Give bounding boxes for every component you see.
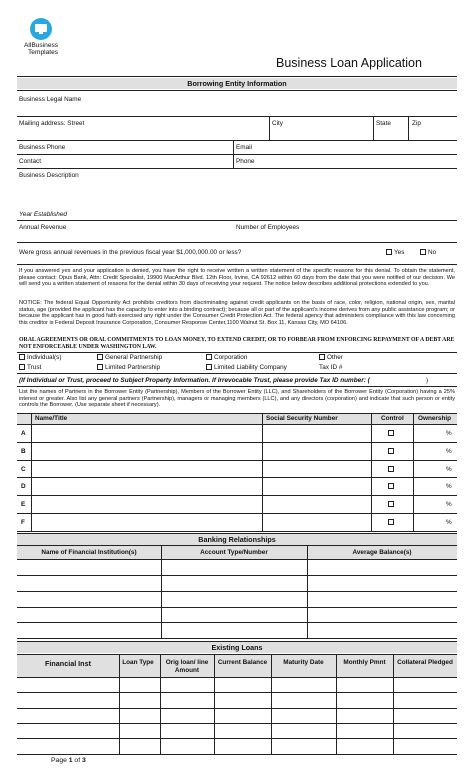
city-label: City [272, 120, 284, 127]
owner-row [17, 424, 457, 442]
banking-col-balance: Average Balance(s) [352, 549, 412, 556]
owner-row-letter: D [21, 483, 26, 491]
trust-note: (If Individual or Trust, proceed to Subject Property Information. If Irrevocable Trust, please provide Tax ID number: ( [19, 377, 370, 384]
email-label: Email [236, 144, 252, 151]
no-checkbox[interactable] [420, 249, 426, 255]
control-checkbox[interactable] [388, 430, 394, 436]
tax-id-label: Tax ID # [319, 364, 343, 371]
trust-checkbox[interactable] [19, 364, 25, 370]
loans-col-maturity-date: Maturity Date [283, 659, 324, 666]
owner-row-letter: B [21, 447, 26, 455]
banking-relationships-header: Banking Relationships [17, 534, 457, 545]
ownership-percent: % [446, 519, 452, 526]
business-legal-name-label: Business Legal Name [19, 96, 82, 103]
owners-header-control: Control [381, 415, 404, 422]
control-checkbox[interactable] [388, 519, 394, 525]
existing-loans-header: Existing Loans [17, 642, 457, 653]
individual-checkbox[interactable] [19, 354, 25, 360]
loans-col-loan-type: Loan Type [122, 659, 154, 666]
owner-row [17, 513, 457, 531]
loans-row-line [17, 677, 457, 678]
owners-header-ownership: Ownership [418, 415, 452, 422]
banking-col-account: Account Type/Number [200, 549, 268, 556]
year-established-label: Year Established [19, 211, 67, 218]
owner-row-letter: C [21, 465, 26, 473]
loans-row-line [17, 708, 457, 709]
page-title: Business Loan Application [276, 56, 422, 70]
denial-notice-paragraph: If you answered yes and your application is denied, you have the right to receive written a written statement of the specific reasons for this denial. To obtain the statement, please contact: Opus Bank, Attn: Credit Specialist, 19900 MacArthur Blvd. 12th Floor, Irvine, CA 92612 within 60 days from the date that you were notified of our decision. We will send you a written statement of reasons for the denial within 30 days of receiving your request. The notice below describes additional protections extended to you. [19, 268, 455, 288]
entity-general-partnership[interactable]: General Partnership [97, 354, 162, 362]
owner-row-letter: E [21, 501, 26, 509]
ownership-percent: % [446, 501, 452, 509]
owners-header-name: Name/Title [35, 415, 68, 422]
yes-option[interactable]: Yes [386, 249, 404, 257]
revenue-question: Were gross annual revenues in the previous fiscal year $1,000,000.00 or less? [19, 249, 242, 256]
owner-row-letter: F [21, 519, 25, 526]
banking-row-line [17, 559, 457, 560]
banking-col-institution: Name of Financial Institution(s) [41, 549, 137, 556]
ownership-percent: % [446, 447, 452, 455]
ownership-percent: % [446, 483, 452, 491]
contact-label: Contact [19, 158, 42, 165]
loans-row-line [17, 692, 457, 693]
ownership-percent: % [446, 465, 452, 473]
entity-corporation[interactable]: Corporation [206, 354, 247, 362]
general-partnership-checkbox[interactable] [97, 354, 103, 360]
loans-col-current-balance: Current Balance [217, 659, 268, 666]
entity-trust[interactable]: Trust [19, 364, 41, 372]
banking-row-line [17, 591, 457, 592]
logo-text-line2: Templates [28, 49, 59, 56]
oral-agreements-notice: ORAL AGREEMENTS OR ORAL COMMITMENTS TO LOAN MONEY, TO EXTEND CREDIT, OR TO FORBEAR FROM ENFORCING REPAYMENT OF A DEBT ARE NOT ENFORCEABLE UNDER WASHINGTON LAW. [19, 337, 455, 350]
owner-row-letter: A [21, 430, 26, 437]
loans-col-financial-inst: Financial Inst [45, 659, 91, 668]
number-employees-label: Number of Employees [236, 224, 300, 231]
loans-row-line [17, 738, 457, 739]
owner-row [17, 460, 457, 478]
owner-row [17, 495, 457, 513]
ecoa-notice-paragraph: NOTICE: The federal Equal Opportunity Act prohibits creditors from discriminating against credit applicants on the basis of race, color, religion, national origin, sex, marital status, age (provided the applicant has the capacity to enter into a binding contract); because all or part of the applicant's income derives from any public assistance program; or because the applicant has in good faith exercised any right under the Consumer Credit Protection Act. The federal agency that administers compliance with this law concerning this creditor is Federal Deposit Insurance Corporation, Consumer Response Center,1100 Walnut St. Box 11, Kansas City, MO 64106. [19, 300, 455, 327]
banking-row-line [17, 607, 457, 608]
owners-instructions-paragraph: List the names of Partners in the Borrower Entity (Partnership), Members of the Borrower Entity (LLC), and Shareholders of the Borrower Entity (Corporation) having a 25% interest or greater. Also list any general partners (Partnership), managers or managing members (LLC), and any directors (corporation) and indicate that such person or entity controls the Borrower. (Use separate sheet if necessary). [19, 389, 455, 409]
control-checkbox[interactable] [388, 448, 394, 454]
no-option[interactable]: No [420, 249, 436, 257]
mailing-address-label: Mailing address: Street [19, 120, 85, 127]
contact-phone-label: Phone [236, 158, 255, 165]
entity-limited-partnership[interactable]: Limited Partnership [97, 364, 160, 372]
logo [20, 18, 66, 60]
limited-partnership-checkbox[interactable] [97, 364, 103, 370]
page-number: Page 1 of 3 [51, 757, 86, 764]
logo-icon [30, 18, 52, 40]
state-label: State [376, 120, 391, 127]
entity-other[interactable]: Other [319, 354, 343, 362]
banking-row-line [17, 575, 457, 576]
entity-individual[interactable]: Individual(s) [19, 354, 61, 362]
borrowing-entity-header: Borrowing Entity Information [17, 78, 457, 89]
llc-checkbox[interactable] [206, 364, 212, 370]
loans-col-orig-amount: Orig loan/ line Amount [165, 659, 209, 674]
banking-row-line [17, 622, 457, 623]
banking-row-line [17, 638, 457, 639]
business-phone-label: Business Phone [19, 144, 66, 151]
loans-row-line [17, 754, 457, 755]
yes-checkbox[interactable] [386, 249, 392, 255]
logo-text-line1: AllBusiness [24, 42, 59, 49]
zip-label: Zip [412, 120, 421, 127]
annual-revenue-label: Annual Revenue [19, 224, 67, 231]
loans-row-line [17, 723, 457, 724]
owner-row [17, 442, 457, 460]
entity-llc[interactable]: Limited Liability Company [206, 364, 287, 372]
control-checkbox[interactable] [388, 466, 394, 472]
owners-header-ssn: Social Security Number [266, 415, 338, 422]
other-checkbox[interactable] [319, 354, 325, 360]
business-description-label: Business Description [19, 172, 79, 179]
control-checkbox[interactable] [388, 483, 394, 489]
loans-col-monthly-pmnt: Monthly Pmnt [343, 659, 386, 666]
corporation-checkbox[interactable] [206, 354, 212, 360]
loans-col-collateral: Collateral Pledged [397, 659, 453, 666]
trust-note-close: ) [426, 377, 429, 384]
ownership-percent: % [446, 430, 452, 437]
owner-row [17, 477, 457, 495]
control-checkbox[interactable] [388, 501, 394, 507]
